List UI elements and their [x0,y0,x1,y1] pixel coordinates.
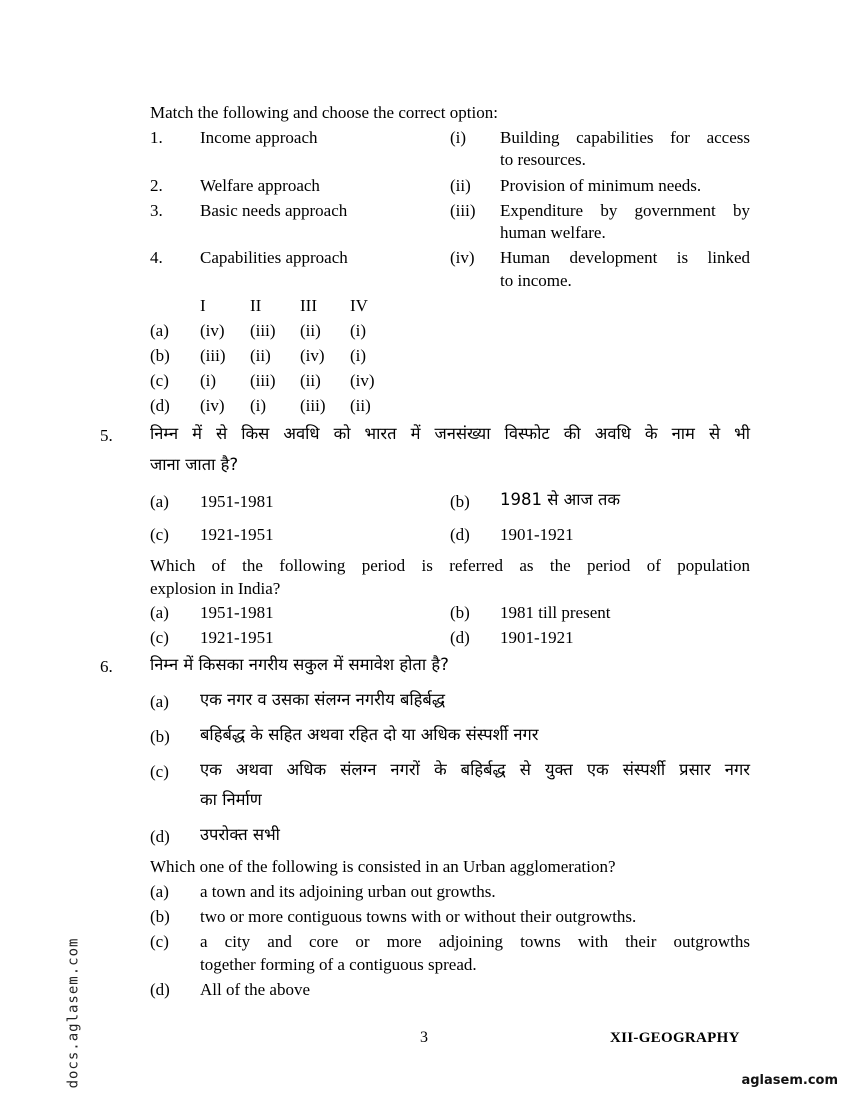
q6-hindi-opt-d: उपरोक्त सभी [200,825,280,844]
q5-english-line-1: Which of the following period is referred as the period of population [150,556,750,575]
grid-cell: (iii) [250,321,276,340]
q4-left-num-1: 1. [150,128,163,147]
q6-hindi-opt-a: एक नगर व उसका संलग्न नगरीय बहिर्बद्ध [200,690,446,709]
q5-hindi-opt-b-label: (b) [450,492,470,511]
grid-cell: (i) [200,371,217,390]
grid-cell: (i) [250,396,267,415]
q5-hindi-line-1: निम्न में से किस अवधि को भारत में जनसंख्या विस्फोट की अवधि के नाम से भी [150,424,750,443]
q5-eng-opt-a: 1951-1981 [200,603,274,622]
site-link[interactable]: aglasem.com [741,1073,838,1088]
q5-eng-opt-d: 1901-1921 [500,628,574,647]
q4-left-text-1: Income approach [200,128,318,147]
grid-cell: (i) [350,346,367,365]
grid-opt-c: (c) [150,371,169,390]
q4-right-num-4: (iv) [450,248,475,267]
q5-hindi-opt-d: 1901-1921 [500,525,574,544]
q4-right-text-1a: Building capabilities for access [500,128,750,147]
q6-hindi-opt-b: बहिर्बद्ध के सहित अथवा रहित दो या अधिक संस्पर्शी नगर [200,725,539,744]
q4-right-num-2: (ii) [450,176,471,195]
grid-cell: (iv) [200,321,225,340]
q6-hindi-opt-c-line-2: का निर्माण [200,790,262,809]
q5-hindi-opt-c-label: (c) [150,525,169,544]
q5-hindi-opt-c: 1921-1951 [200,525,274,544]
q6-eng-opt-c-label: (c) [150,932,169,951]
q6-eng-opt-b-label: (b) [150,907,170,926]
q4-right-text-1b: to resources. [500,150,586,169]
grid-header-3: III [300,296,317,315]
q4-right-text-3a: Expenditure by government by [500,201,750,220]
q5-english-line-2: explosion in India? [150,579,281,598]
q6-eng-opt-b: two or more contiguous towns with or without their outgrowths. [200,907,637,926]
q6-hindi-question: निम्न में किसका नगरीय सकुल में समावेश होता है? [150,655,449,674]
q5-number: 5. [100,426,113,445]
q6-english-question: Which one of the following is consisted in an Urban agglomeration? [150,857,616,876]
q6-eng-opt-a: a town and its adjoining urban out growths. [200,882,496,901]
q5-hindi-opt-a: 1951-1981 [200,492,274,511]
q4-left-text-4: Capabilities approach [200,248,348,267]
grid-header-1: I [200,296,206,315]
q5-eng-opt-a-label: (a) [150,603,169,622]
q6-hindi-opt-c-label: (c) [150,762,169,781]
q4-right-num-1: (i) [450,128,467,147]
q4-right-num-3: (iii) [450,201,476,220]
page-number: 3 [420,1029,428,1046]
grid-cell: (iv) [300,346,325,365]
q4-right-text-4b: to income. [500,271,572,290]
q6-hindi-opt-a-label: (a) [150,692,169,711]
grid-cell: (ii) [350,396,371,415]
q6-eng-opt-c-line-2: together forming of a contiguous spread. [200,955,477,974]
q6-eng-opt-c-line-1: a city and core or more adjoining towns with their outgrowths [200,932,750,951]
grid-cell: (ii) [300,321,321,340]
q5-eng-opt-d-label: (d) [450,628,470,647]
q4-left-text-3: Basic needs approach [200,201,348,220]
q6-eng-opt-a-label: (a) [150,882,169,901]
grid-cell: (ii) [250,346,271,365]
q5-hindi-opt-b: 1981 से आज तक [500,490,621,509]
grid-cell: (iv) [350,371,375,390]
q5-hindi-opt-d-label: (d) [450,525,470,544]
q5-eng-opt-b: 1981 till present [500,603,611,622]
q5-hindi-line-2: जाना जाता है? [150,455,239,474]
q6-number: 6. [100,657,113,676]
grid-header-2: II [250,296,262,315]
q4-right-text-4a: Human development is linked [500,248,750,267]
subject-label: XII-GEOGRAPHY [610,1030,740,1046]
q6-eng-opt-d-label: (d) [150,980,170,999]
q4-right-text-2: Provision of minimum needs. [500,176,702,195]
grid-cell: (iii) [300,396,326,415]
q4-left-text-2: Welfare approach [200,176,320,195]
q5-hindi-opt-a-label: (a) [150,492,169,511]
grid-opt-a: (a) [150,321,169,340]
q6-hindi-opt-d-label: (d) [150,827,170,846]
q4-left-num-2: 2. [150,176,163,195]
grid-cell: (i) [350,321,367,340]
q4-left-num-3: 3. [150,201,163,220]
q5-eng-opt-c: 1921-1951 [200,628,274,647]
q6-hindi-opt-c-line-1: एक अथवा अधिक संलग्न नगरों के बहिर्बद्ध से युक्त एक संस्पर्शी प्रसार नगर [200,760,750,779]
q5-eng-opt-c-label: (c) [150,628,169,647]
q4-left-num-4: 4. [150,248,163,267]
q6-eng-opt-d: All of the above [200,980,310,999]
grid-cell: (iii) [200,346,226,365]
grid-header-4: IV [350,296,368,315]
grid-opt-b: (b) [150,346,170,365]
grid-cell: (iv) [200,396,225,415]
q4-intro: Match the following and choose the correct option: [150,103,498,122]
q5-eng-opt-b-label: (b) [450,603,470,622]
q6-hindi-opt-b-label: (b) [150,727,170,746]
watermark: docs.aglasem.com [65,937,82,1089]
grid-opt-d: (d) [150,396,170,415]
grid-cell: (iii) [250,371,276,390]
grid-cell: (ii) [300,371,321,390]
q4-right-text-3b: human welfare. [500,223,606,242]
